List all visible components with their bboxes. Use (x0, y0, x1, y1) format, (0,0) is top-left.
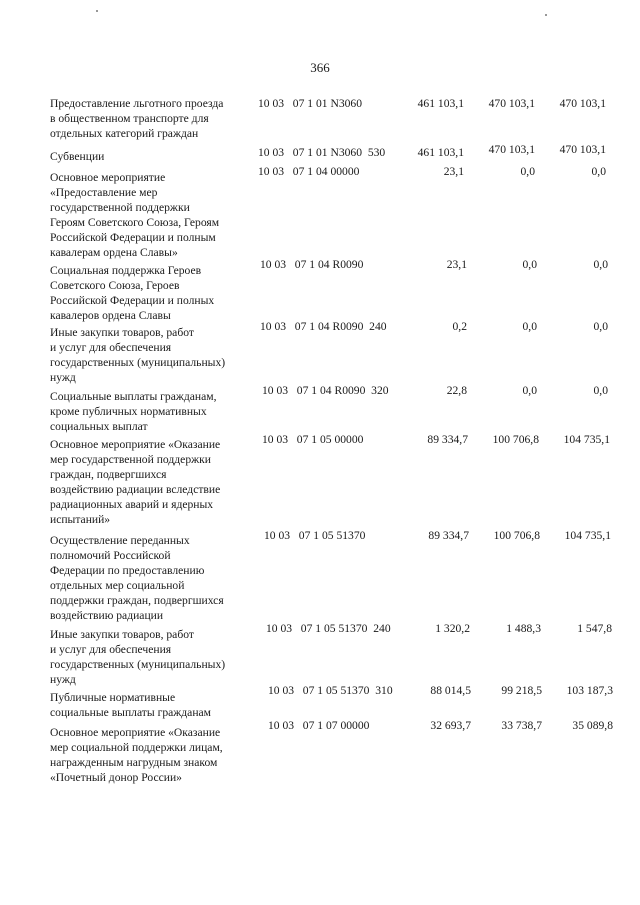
row-value-2: 0,0 (520, 165, 535, 178)
row-value-1: 23,1 (446, 258, 467, 271)
row-description: Публичные нормативные социальные выплаты гражданам (50, 691, 212, 719)
row-code: 10 03 07 1 01 N3060 530 (258, 146, 386, 159)
row-description: Иные закупки товаров, работ и услуг для обеспечения государственных (муниципальных) нужд (50, 628, 226, 686)
row-value-3: 0,0 (591, 165, 606, 178)
row-value-2: 100 706,8 (493, 529, 540, 542)
row-value-2: 470 103,1 (488, 97, 535, 110)
row-value-3: 0,0 (593, 258, 608, 271)
row-code: 10 03 07 1 04 00000 (258, 165, 360, 178)
row-value-2: 33 738,7 (501, 719, 542, 732)
row-code: 10 03 07 1 04 R0090 320 (262, 384, 389, 397)
row-description: Предоставление льготного проезда в общественном транспорте для отдельных категорий граждан (50, 97, 224, 140)
row-code: 10 03 07 1 05 51370 310 (268, 684, 393, 697)
row-description: Основное мероприятие «Предоставление мер государственной поддержки Героям Советского Союза, Героям Российской Федерации и полным кавалерам ордена Славы» (50, 171, 220, 259)
row-value-2: 470 103,1 (488, 143, 535, 156)
row-value-2: 0,0 (522, 258, 537, 271)
row-value-3: 0,0 (593, 320, 608, 333)
row-value-1: 89 334,7 (428, 529, 469, 542)
row-value-3: 470 103,1 (559, 97, 606, 110)
row-code: 10 03 07 1 05 00000 (262, 433, 364, 446)
row-value-1: 1 320,2 (435, 622, 470, 635)
row-value-2: 1 488,3 (506, 622, 541, 635)
row-value-3: 35 089,8 (572, 719, 613, 732)
row-code: 10 03 07 1 05 51370 240 (266, 622, 391, 635)
row-value-3: 470 103,1 (559, 143, 606, 156)
row-description: Социальные выплаты гражданам, кроме публичных нормативных социальных выплат (50, 390, 217, 433)
row-value-3: 0,0 (593, 384, 608, 397)
row-value-1: 32 693,7 (430, 719, 471, 732)
row-value-1: 461 103,1 (417, 146, 464, 159)
row-description: Социальная поддержка Героев Советского Союза, Героев Российской Федерации и полных кавалеров ордена Славы (50, 264, 215, 322)
row-value-3: 104 735,1 (564, 529, 611, 542)
row-value-1: 0,2 (452, 320, 467, 333)
page-number: 366 (310, 60, 330, 75)
row-code: 10 03 07 1 05 51370 (264, 529, 366, 542)
row-code: 10 03 07 1 04 R0090 240 (260, 320, 387, 333)
row-value-3: 103 187,3 (566, 684, 613, 697)
row-value-2: 0,0 (522, 384, 537, 397)
row-description: Основное мероприятие «Оказание мер государственной поддержки граждан, подвергшихся воздействию радиации вследствие радиационных аварий и ядерных испытаний» (50, 438, 221, 526)
row-code: 10 03 07 1 04 R0090 (260, 258, 364, 271)
row-code: 10 03 07 1 07 00000 (268, 719, 370, 732)
row-description: Осуществление переданных полномочий Российской Федерации по предоставлению отдельных мер социальной поддержки граждан, подвергшихся воздействию радиации (50, 534, 224, 622)
row-description: Основное мероприятие «Оказание мер социальной поддержки лицам, награжденным нагрудным знаком «Почетный донор России» (50, 726, 223, 784)
row-value-2: 100 706,8 (492, 433, 539, 446)
row-value-1: 88 014,5 (430, 684, 471, 697)
row-value-1: 89 334,7 (427, 433, 468, 446)
row-value-3: 1 547,8 (577, 622, 612, 635)
row-value-1: 22,8 (446, 384, 467, 397)
row-description: Субвенции (50, 150, 105, 163)
row-value-3: 104 735,1 (563, 433, 610, 446)
row-value-2: 0,0 (522, 320, 537, 333)
row-description: Иные закупки товаров, работ и услуг для обеспечения государственных (муниципальных) нужд (50, 326, 226, 384)
row-value-1: 461 103,1 (417, 97, 464, 110)
row-value-1: 23,1 (443, 165, 464, 178)
row-code: 10 03 07 1 01 N3060 (258, 97, 363, 110)
row-value-2: 99 218,5 (501, 684, 542, 697)
